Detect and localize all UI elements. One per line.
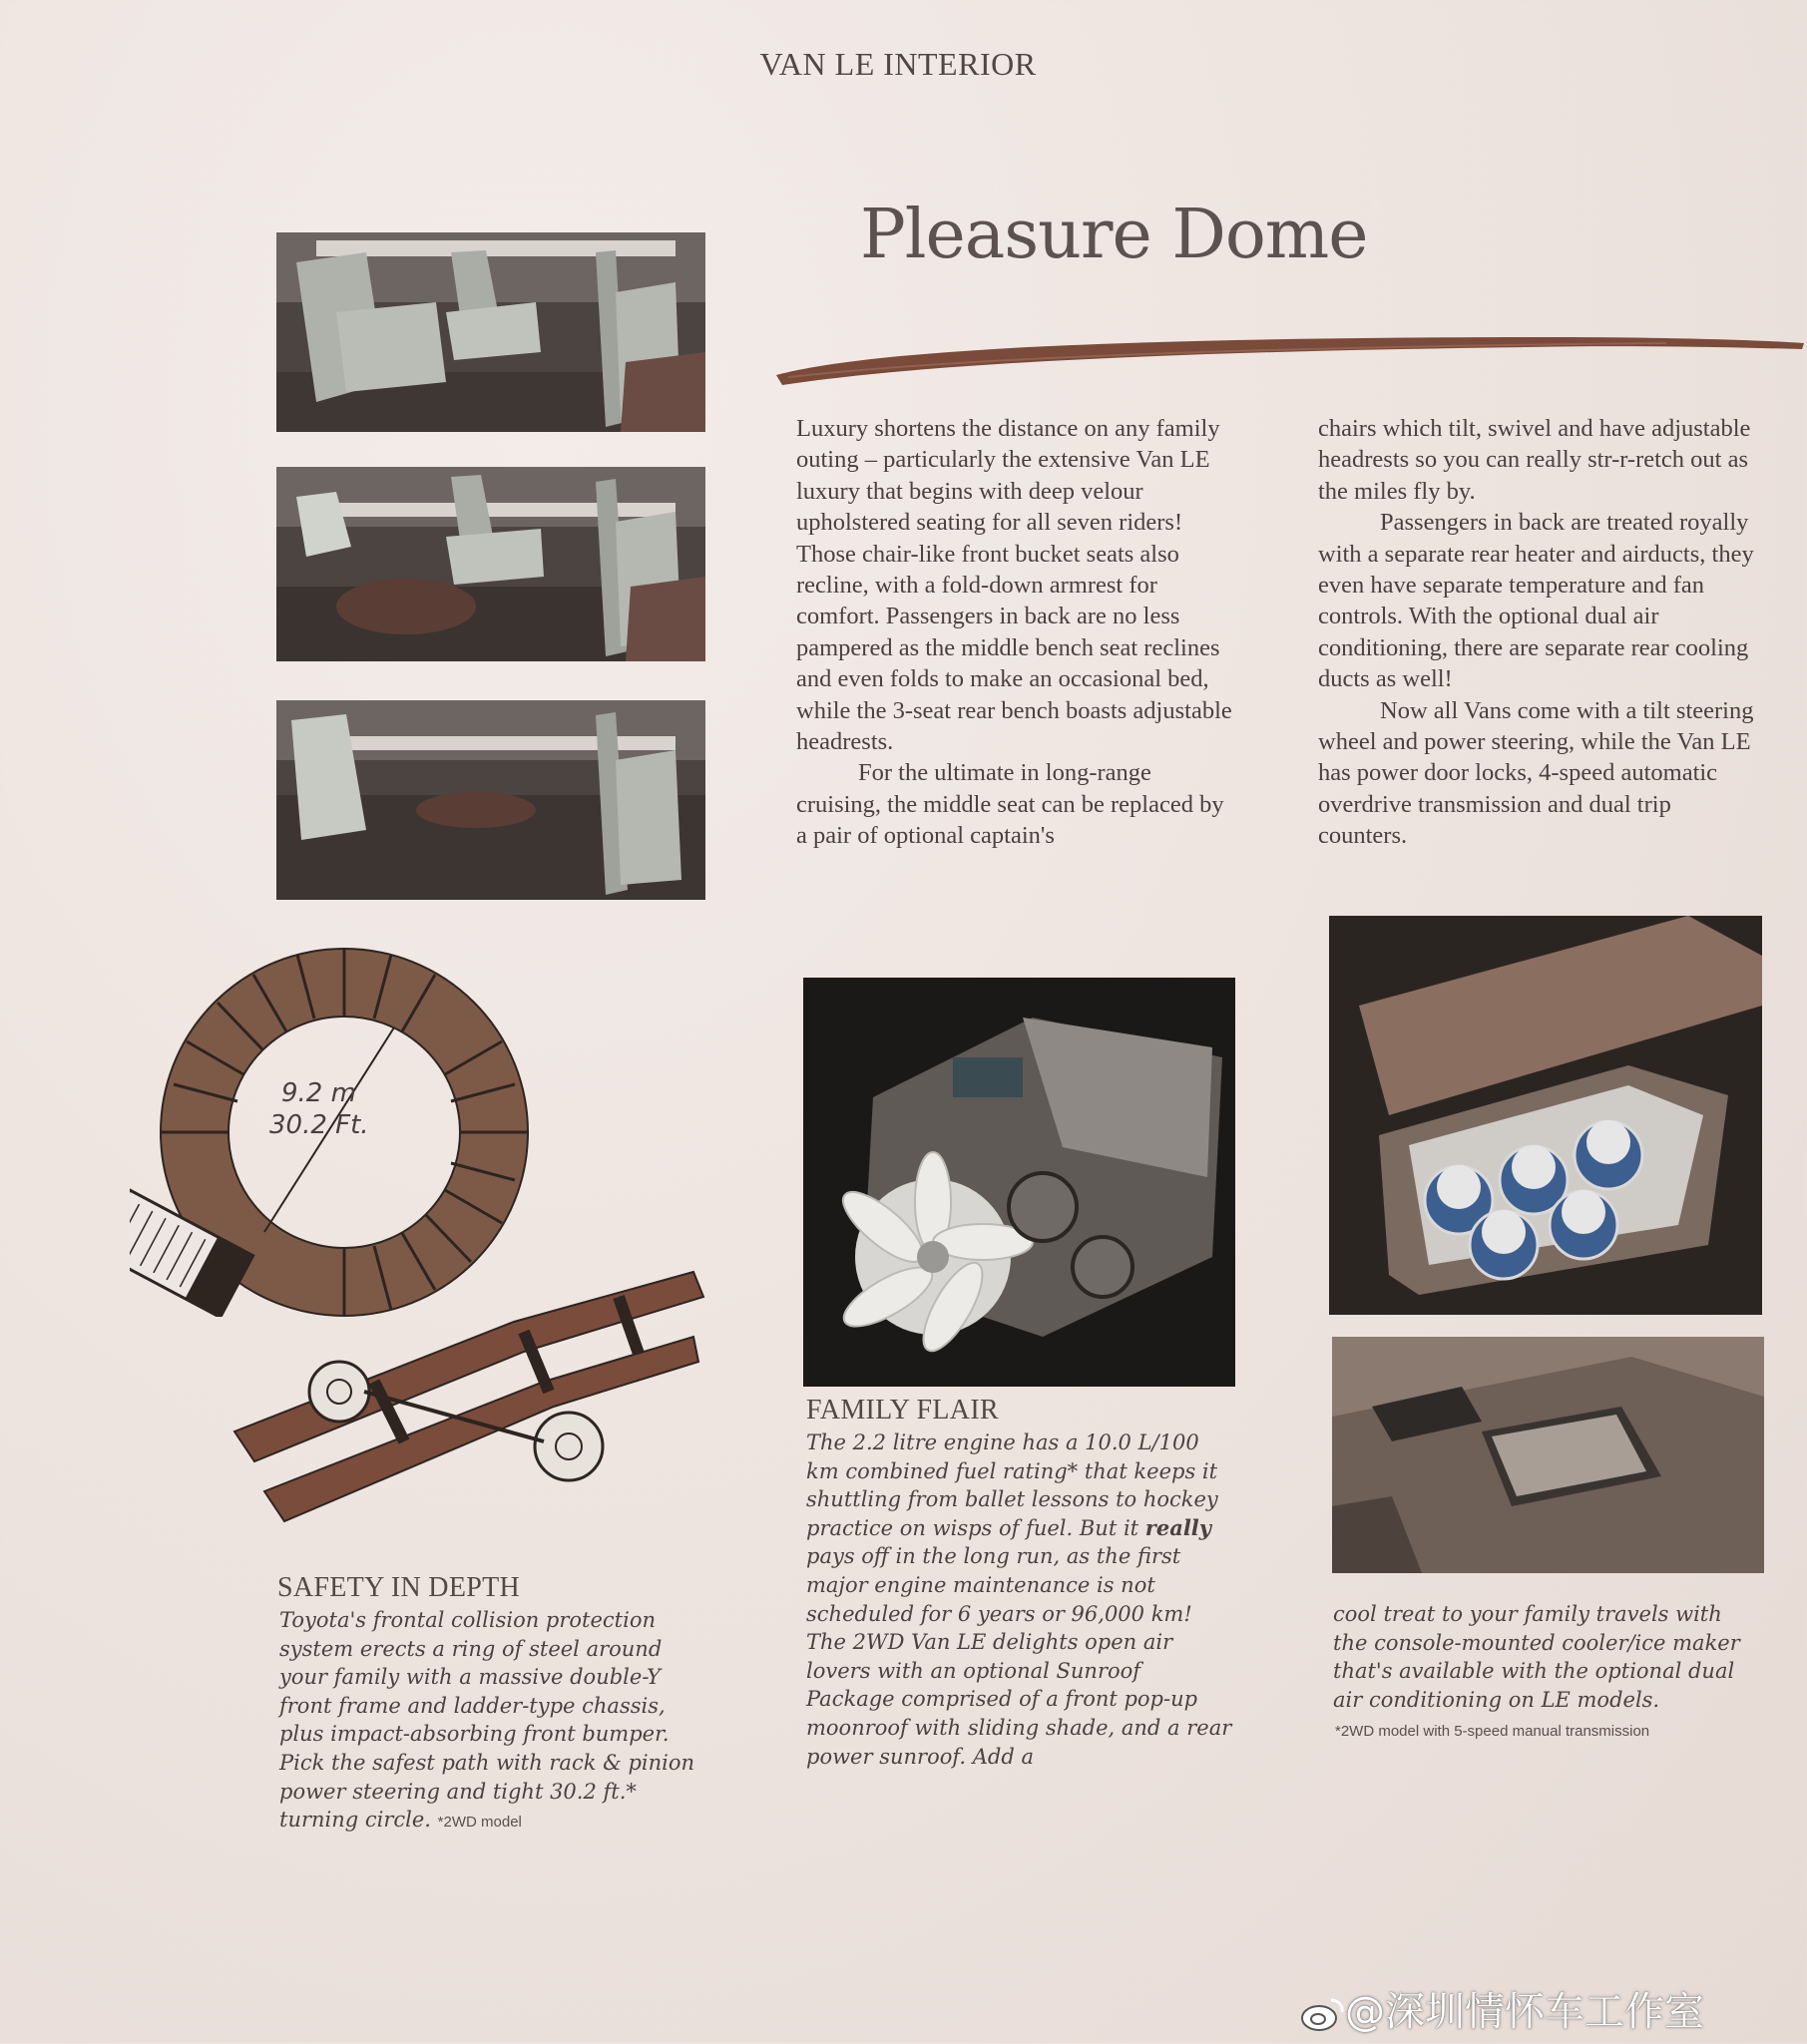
cooler-photo (1329, 916, 1762, 1315)
caption-family-emphasis: really (1144, 1514, 1211, 1540)
watermark (1299, 1980, 1704, 2037)
caption-heading-safety: SAFETY IN DEPTH (277, 1572, 521, 1603)
caption-cooler-footnote: *2WD model with 5-speed manual transmission (1335, 1723, 1650, 1740)
brush-stroke-decoration (768, 317, 1807, 389)
turning-circle-metric: 9.2 m (281, 1078, 356, 1108)
body-paragraph: Now all Vans come with a tilt steering wheel and power steering, while the Van LE has power door locks, 4-speed automatic overdrive transmission and dual trip counters. (1318, 696, 1754, 850)
page-title: Pleasure Dome (860, 196, 1368, 274)
interior-photo-bed-layout (276, 700, 705, 900)
interior-photo-seats-full (276, 232, 705, 432)
sunroof-photo (1332, 1337, 1764, 1573)
caption-family-body-a: The 2.2 litre engine has a 10.0 L/100 km combined fuel rating* that keeps it shuttling from ballet lessons to hockey practice on wisps of fuel. But it (806, 1431, 1218, 1540)
engine-photo (803, 978, 1235, 1387)
body-paragraph: Luxury shortens the distance on any family outing – particularly the extensive Van LE luxury that begins with deep velour upholstered seating for all seven riders! Those chair-like front bucket seats also recline, with a fold-down armrest for comfort. Passengers in back are no less pampered as the middle bench seat reclines and even folds to make an occasional bed, while the 3-seat rear bench boasts adjustable headrests. (796, 415, 1232, 756)
turning-circle-imperial: 30.2 Ft. (269, 1110, 369, 1140)
body-paragraph: For the ultimate in long-range cruising, the middle seat can be replaced by a pair of optional captain's (796, 759, 1224, 850)
body-column-right (1318, 413, 1757, 852)
caption-cooler-body: cool treat to your family travels with the console-mounted cooler/ice maker that's available with the optional dual air conditioning on LE models. (1333, 1602, 1740, 1712)
weibo-icon (1299, 1994, 1345, 2034)
caption-text-cooler (1333, 1600, 1762, 1714)
caption-text-safety (279, 1606, 708, 1838)
section-label: VAN LE INTERIOR (759, 46, 1037, 82)
interior-photo-seats-reclined (276, 467, 705, 661)
caption-safety-body: Toyota's frontal collision protection system erects a ring of steel around your family with a massive double-Y front frame and ladder-type chassis, plus impact-absorbing front bumper. Pick the safest path with rack & pinion power steering and tight 30.2 ft.* turning circle. (279, 1608, 695, 1833)
caption-text-family (806, 1429, 1235, 1771)
body-paragraph: Passengers in back are treated royally with a separate rear heater and airducts, they even have separate temperature and fan controls. With the optional dual air conditioning, there are separate rear cooling ducts as well! (1318, 509, 1754, 693)
body-paragraph: chairs which tilt, swivel and have adjustable headrests so you can really str-r-retch out as the miles fly by. (1318, 415, 1751, 505)
body-column-left (796, 413, 1235, 852)
caption-heading-family: FAMILY FLAIR (806, 1395, 999, 1426)
watermark-text: @深圳情怀车工作室 (1345, 1989, 1704, 2035)
caption-family-body-b: pays off in the long run, as the first major engine maintenance is not scheduled for 6 years or 96,000 km! The 2WD Van LE delights open air lovers with an optional Sunroof Package comprised of a front pop-up moonroof with sliding shade, and a rear power sunroof. Add a (806, 1544, 1232, 1769)
caption-safety-footnote: *2WD model (437, 1814, 522, 1832)
chassis-frame-illustration (225, 1242, 713, 1536)
